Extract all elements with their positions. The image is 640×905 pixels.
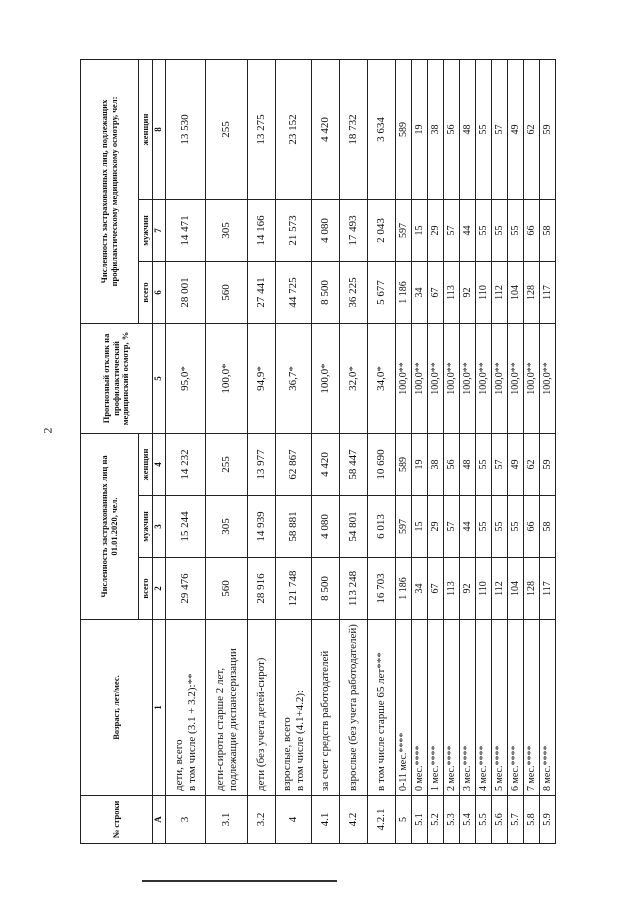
table-row xyxy=(312,59,340,843)
value-cell-c4: 49 xyxy=(508,433,524,495)
value-cell-c2: 28 916 xyxy=(248,558,276,620)
value-cell-c6: 113 xyxy=(444,261,460,323)
value-cell-c2: 104 xyxy=(508,558,524,620)
row-label-cell: 4 мес.**** xyxy=(476,620,492,796)
value-cell-c4: 62 xyxy=(524,433,540,495)
table-row xyxy=(412,59,428,843)
table-row xyxy=(428,59,444,843)
table-row xyxy=(276,59,312,843)
value-cell-c4: 10 690 xyxy=(368,433,396,495)
value-cell-c4: 56 xyxy=(444,433,460,495)
value-cell-c8: 55 xyxy=(476,59,492,199)
value-cell-c8: 13 530 xyxy=(166,59,206,199)
value-cell-c5: 94,9* xyxy=(248,323,276,433)
value-cell-c4: 59 xyxy=(540,433,556,495)
value-cell-c2: 128 xyxy=(524,558,540,620)
value-cell-c8: 38 xyxy=(428,59,444,199)
value-cell-c5: 100,0** xyxy=(444,323,460,433)
value-cell-c3: 305 xyxy=(206,496,248,558)
row-label-cell: в том числе старше 65 лет*** xyxy=(368,620,396,796)
row-number-cell: 5.9 xyxy=(540,796,556,844)
row-label-cell: дети, всего в том числе (3.1 + 3.2):** xyxy=(166,620,206,796)
value-cell-c7: 57 xyxy=(444,199,460,261)
value-cell-c3: 29 xyxy=(428,496,444,558)
value-cell-c4: 13 977 xyxy=(248,433,276,495)
index-cell: 3 xyxy=(153,496,166,558)
value-cell-c2: 560 xyxy=(206,558,248,620)
value-cell-c8: 589 xyxy=(396,59,412,199)
value-cell-c2: 110 xyxy=(476,558,492,620)
header-men-2: мужчин xyxy=(139,199,153,261)
value-cell-c4: 55 xyxy=(476,433,492,495)
value-cell-c7: 44 xyxy=(460,199,476,261)
row-label-cell: 8 мес.**** xyxy=(540,620,556,796)
value-cell-c2: 16 703 xyxy=(368,558,396,620)
header-women-2: женщин xyxy=(139,59,153,199)
value-cell-c4: 589 xyxy=(396,433,412,495)
index-cell: 7 xyxy=(153,199,166,261)
value-cell-c6: 104 xyxy=(508,261,524,323)
row-number-cell: 3 xyxy=(166,796,206,844)
value-cell-c7: 14 166 xyxy=(248,199,276,261)
row-label-cell: 7 мес.**** xyxy=(524,620,540,796)
value-cell-c6: 5 677 xyxy=(368,261,396,323)
index-row xyxy=(153,59,166,843)
value-cell-c8: 255 xyxy=(206,59,248,199)
row-number-cell: 5.8 xyxy=(524,796,540,844)
value-cell-c3: 15 244 xyxy=(166,496,206,558)
value-cell-c5: 100,0** xyxy=(428,323,444,433)
value-cell-c8: 13 275 xyxy=(248,59,276,199)
value-cell-c7: 597 xyxy=(396,199,412,261)
header-total-2: всего xyxy=(139,261,153,323)
value-cell-c2: 92 xyxy=(460,558,476,620)
value-cell-c6: 128 xyxy=(524,261,540,323)
value-cell-c4: 14 232 xyxy=(166,433,206,495)
value-cell-c5: 100,0** xyxy=(460,323,476,433)
row-label-cell: 1 мес.**** xyxy=(428,620,444,796)
index-cell: 6 xyxy=(153,261,166,323)
value-cell-c3: 58 xyxy=(540,496,556,558)
value-cell-c3: 597 xyxy=(396,496,412,558)
value-cell-c7: 21 573 xyxy=(276,199,312,261)
row-number-cell: 4.2.1 xyxy=(368,796,396,844)
value-cell-c4: 62 867 xyxy=(276,433,312,495)
value-cell-c2: 113 xyxy=(444,558,460,620)
value-cell-c6: 112 xyxy=(492,261,508,323)
value-cell-c6: 34 xyxy=(412,261,428,323)
row-number-cell: 5.7 xyxy=(508,796,524,844)
row-number-cell: 3.1 xyxy=(206,796,248,844)
insured-persons-table xyxy=(80,59,556,844)
header-subject-group: Численность застрахованных лиц, подлежащих профилактическому медицинскому осмотру, чел: xyxy=(81,59,139,323)
value-cell-c3: 57 xyxy=(444,496,460,558)
index-cell: 5 xyxy=(153,323,166,433)
value-cell-c8: 59 xyxy=(540,59,556,199)
index-cell: 2 xyxy=(153,558,166,620)
row-label-cell: дети-сироты старше 2 лет, подлежащие диспансеризации xyxy=(206,620,248,796)
value-cell-c2: 67 xyxy=(428,558,444,620)
value-cell-c8: 18 732 xyxy=(340,59,368,199)
index-cell: А xyxy=(153,796,166,844)
value-cell-c5: 100,0** xyxy=(476,323,492,433)
value-cell-c4: 4 420 xyxy=(312,433,340,495)
header-row-no: № строки xyxy=(81,796,153,844)
value-cell-c3: 15 xyxy=(412,496,428,558)
value-cell-c6: 8 500 xyxy=(312,261,340,323)
header-age: Возраст, лет/мес. xyxy=(81,620,153,796)
row-number-cell: 4.2 xyxy=(340,796,368,844)
table-row xyxy=(248,59,276,843)
value-cell-c7: 55 xyxy=(476,199,492,261)
value-cell-c5: 100,0* xyxy=(206,323,248,433)
value-cell-c6: 117 xyxy=(540,261,556,323)
value-cell-c7: 14 471 xyxy=(166,199,206,261)
value-cell-c7: 58 xyxy=(540,199,556,261)
row-label-cell: 0-11 мес.**** xyxy=(396,620,412,796)
value-cell-c7: 66 xyxy=(524,199,540,261)
table-row xyxy=(206,59,248,843)
row-label-cell: 2 мес.**** xyxy=(444,620,460,796)
page-number: 2 xyxy=(40,427,55,434)
value-cell-c5: 100,0** xyxy=(412,323,428,433)
table-row xyxy=(460,59,476,843)
value-cell-c2: 1 186 xyxy=(396,558,412,620)
value-cell-c5: 100,0* xyxy=(312,323,340,433)
value-cell-c6: 28 001 xyxy=(166,261,206,323)
value-cell-c6: 1 186 xyxy=(396,261,412,323)
value-cell-c7: 55 xyxy=(492,199,508,261)
header-insured-group: Численность застрахованных лиц на 01.01.2020, чел. xyxy=(81,433,139,619)
row-label-cell: взрослые, всего в том числе (4.1+4.2): xyxy=(276,620,312,796)
value-cell-c2: 29 476 xyxy=(166,558,206,620)
header-women: женщин xyxy=(139,433,153,495)
value-cell-c6: 560 xyxy=(206,261,248,323)
value-cell-c6: 36 225 xyxy=(340,261,368,323)
value-cell-c3: 55 xyxy=(508,496,524,558)
row-number-cell: 4.1 xyxy=(312,796,340,844)
row-number-cell: 5.5 xyxy=(476,796,492,844)
table-row xyxy=(166,59,206,843)
value-cell-c3: 55 xyxy=(476,496,492,558)
row-label-cell: 3 мес.**** xyxy=(460,620,476,796)
index-cell: 8 xyxy=(153,59,166,199)
value-cell-c5: 36,7* xyxy=(276,323,312,433)
value-cell-c8: 23 152 xyxy=(276,59,312,199)
row-number-cell: 5.4 xyxy=(460,796,476,844)
index-cell: 1 xyxy=(153,620,166,796)
value-cell-c7: 305 xyxy=(206,199,248,261)
header-men: мужчин xyxy=(139,496,153,558)
value-cell-c6: 110 xyxy=(476,261,492,323)
value-cell-c3: 66 xyxy=(524,496,540,558)
value-cell-c8: 19 xyxy=(412,59,428,199)
value-cell-c5: 95,0* xyxy=(166,323,206,433)
value-cell-c5: 34,0* xyxy=(368,323,396,433)
row-label-cell: 5 мес.**** xyxy=(492,620,508,796)
value-cell-c8: 4 420 xyxy=(312,59,340,199)
value-cell-c7: 17 493 xyxy=(340,199,368,261)
value-cell-c4: 255 xyxy=(206,433,248,495)
table-row xyxy=(476,59,492,843)
value-cell-c8: 49 xyxy=(508,59,524,199)
row-label-cell: 6 мес.**** xyxy=(508,620,524,796)
value-cell-c5: 100,0** xyxy=(396,323,412,433)
value-cell-c3: 44 xyxy=(460,496,476,558)
value-cell-c5: 100,0** xyxy=(508,323,524,433)
value-cell-c5: 100,0** xyxy=(540,323,556,433)
value-cell-c5: 100,0** xyxy=(492,323,508,433)
row-label-cell: взрослые (без учета работодателей) xyxy=(340,620,368,796)
value-cell-c7: 55 xyxy=(508,199,524,261)
value-cell-c2: 117 xyxy=(540,558,556,620)
value-cell-c3: 55 xyxy=(492,496,508,558)
value-cell-c7: 15 xyxy=(412,199,428,261)
row-number-cell: 5.6 xyxy=(492,796,508,844)
table-row xyxy=(444,59,460,843)
value-cell-c6: 44 725 xyxy=(276,261,312,323)
value-cell-c7: 2 043 xyxy=(368,199,396,261)
value-cell-c6: 27 441 xyxy=(248,261,276,323)
value-cell-c7: 4 080 xyxy=(312,199,340,261)
value-cell-c2: 121 748 xyxy=(276,558,312,620)
table-row xyxy=(368,59,396,843)
row-number-cell: 3.2 xyxy=(248,796,276,844)
rotated-table-container xyxy=(80,60,560,844)
row-label-cell: дети (без учета детей-сирот) xyxy=(248,620,276,796)
row-label-cell: за счет средств работодателей xyxy=(312,620,340,796)
value-cell-c3: 4 080 xyxy=(312,496,340,558)
footer-rule xyxy=(142,880,337,882)
header-forecast: Прогнозный отклик на профилактический медицинский осмотр, % xyxy=(81,323,153,433)
value-cell-c8: 56 xyxy=(444,59,460,199)
value-cell-c8: 3 634 xyxy=(368,59,396,199)
table-row xyxy=(540,59,556,843)
value-cell-c2: 113 248 xyxy=(340,558,368,620)
value-cell-c5: 32,0* xyxy=(340,323,368,433)
value-cell-c3: 58 881 xyxy=(276,496,312,558)
row-number-cell: 4 xyxy=(276,796,312,844)
row-number-cell: 5 xyxy=(396,796,412,844)
value-cell-c5: 100,0** xyxy=(524,323,540,433)
value-cell-c8: 62 xyxy=(524,59,540,199)
value-cell-c2: 8 500 xyxy=(312,558,340,620)
value-cell-c3: 54 801 xyxy=(340,496,368,558)
value-cell-c4: 58 447 xyxy=(340,433,368,495)
table-row xyxy=(396,59,412,843)
value-cell-c4: 38 xyxy=(428,433,444,495)
row-number-cell: 5.1 xyxy=(412,796,428,844)
value-cell-c4: 48 xyxy=(460,433,476,495)
row-number-cell: 5.2 xyxy=(428,796,444,844)
value-cell-c6: 92 xyxy=(460,261,476,323)
value-cell-c6: 67 xyxy=(428,261,444,323)
value-cell-c8: 48 xyxy=(460,59,476,199)
value-cell-c2: 34 xyxy=(412,558,428,620)
table-body xyxy=(166,59,556,843)
value-cell-c8: 57 xyxy=(492,59,508,199)
value-cell-c3: 6 013 xyxy=(368,496,396,558)
header-total: всего xyxy=(139,558,153,620)
value-cell-c4: 19 xyxy=(412,433,428,495)
value-cell-c3: 14 939 xyxy=(248,496,276,558)
value-cell-c2: 112 xyxy=(492,558,508,620)
table-row xyxy=(508,59,524,843)
index-cell: 4 xyxy=(153,433,166,495)
table-row xyxy=(524,59,540,843)
value-cell-c4: 57 xyxy=(492,433,508,495)
value-cell-c7: 29 xyxy=(428,199,444,261)
table-row xyxy=(492,59,508,843)
row-number-cell: 5.3 xyxy=(444,796,460,844)
row-label-cell: 0 мес.**** xyxy=(412,620,428,796)
table-row xyxy=(340,59,368,843)
